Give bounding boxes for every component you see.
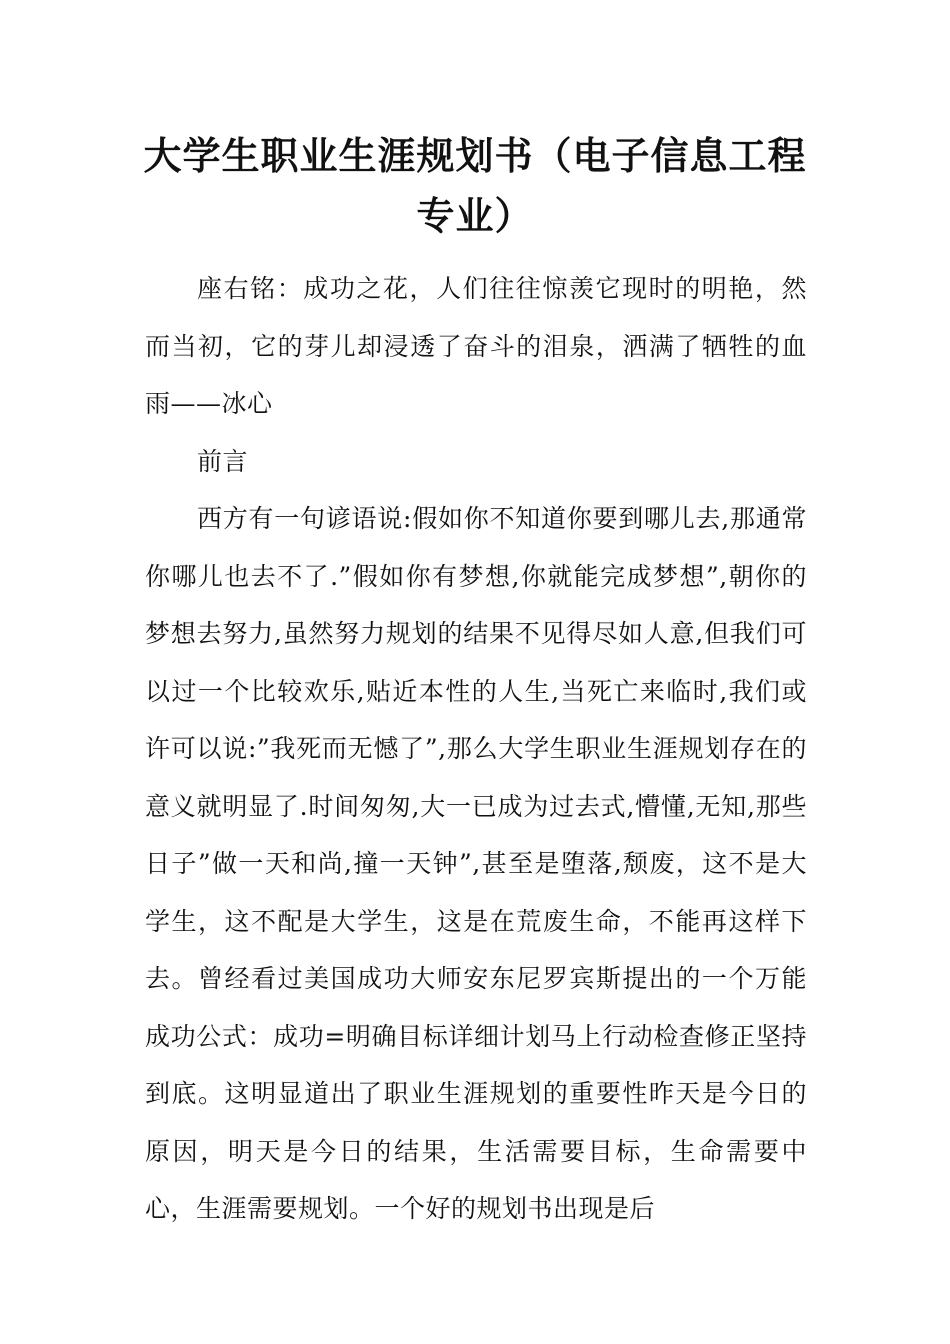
preface-paragraph: 西方有一句谚语说:假如你不知道你要到哪儿去,那通常你哪儿也去不了.”假如你有梦想,你就能完成梦想”,朝你的梦想去努力,虽然努力规划的结果不见得尽如人意,但我们可以过一个比较欢乐,贴近本性的人生,当死亡来临时,我们或许可以说:”我死而无憾了”,那么大学生职业生涯规划存在的意义就明显了.时间匆匆,大一已成为过去式,懵懂,无知,那些日子”做一天和尚,撞一天钟”,甚至是堕落,颓废，这不是大学生，这不配是大学生，这是在荒废生命，不能再这样下去。曾经看过美国成功大师安东尼罗宾斯提出的一个万能成功公式：成功=明确目标详细计划马上行动检查修正坚持到底。这明显道出了职业生涯规划的重要性昨天是今日的原因，明天是今日的结果，生活需要目标，生命需要中心，生涯需要规划。一个好的规划书出现是后	[145, 504, 807, 1223]
motto-paragraph: 座右铭：成功之花，人们往往惊羡它现时的明艳，然而当初，它的芽儿却浸透了奋斗的泪泉，洒满了牺牲的血雨——冰心	[145, 274, 807, 418]
preface-heading: 前言	[197, 446, 249, 476]
document-title: 大学生职业生涯规划书（电子信息工程专业）	[143, 134, 807, 238]
document-body	[145, 260, 807, 1238]
